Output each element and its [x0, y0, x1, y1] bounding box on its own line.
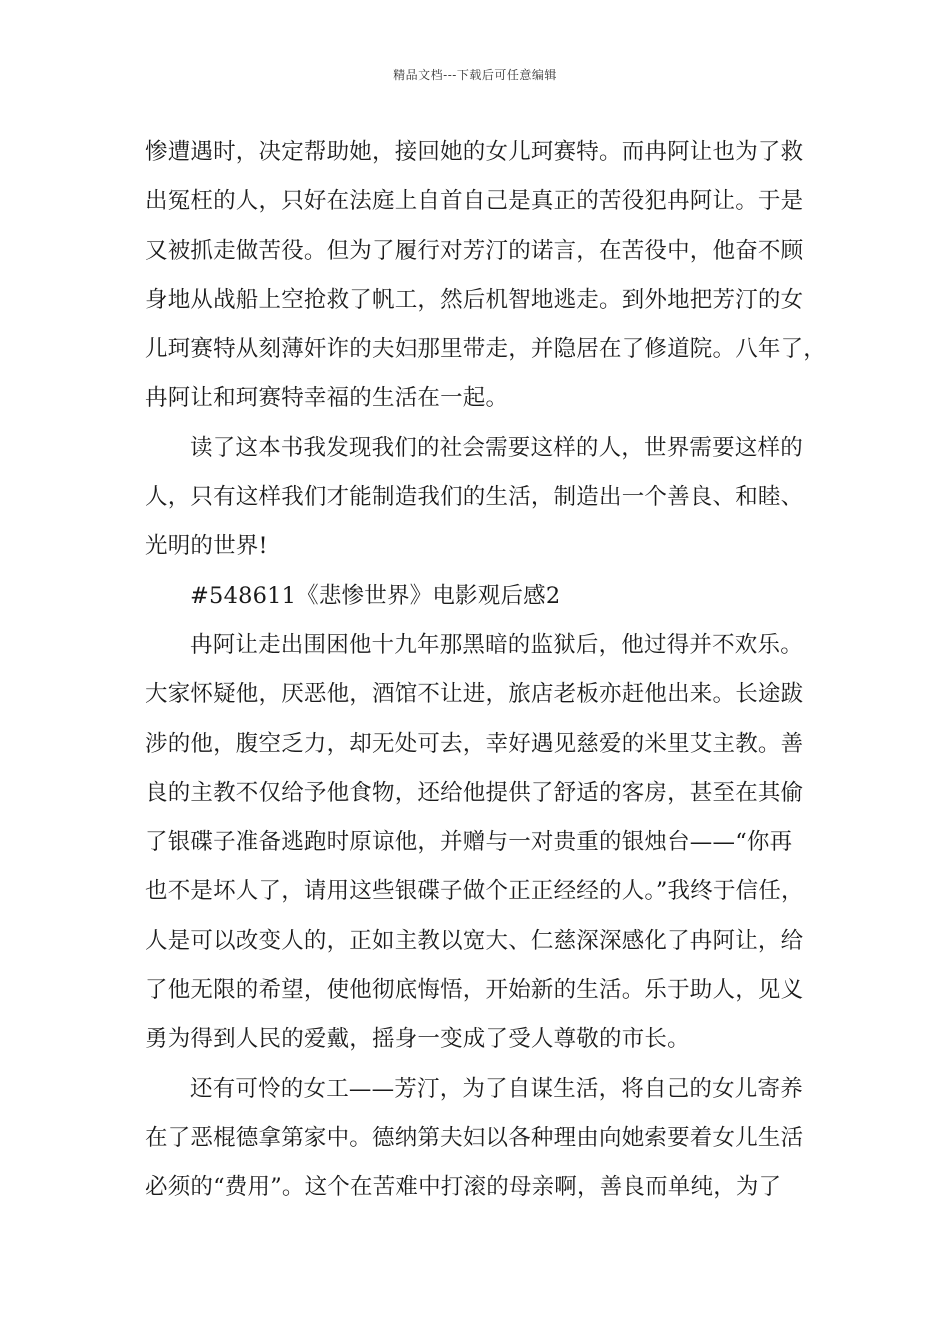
text-line: 人是可以改变人的，正如主教以宽大、仁慈深深感化了冉阿让，给 — [145, 927, 804, 954]
text-line: 了银碟子准备逃跑时原谅他，并赠与一对贵重的银烛台——“你再 — [145, 829, 793, 856]
text-line: 又被抓走做苦役。但为了履行对芳汀的诺言，在苦役中，他奋不顾 — [145, 237, 804, 264]
text-line: 大家怀疑他，厌恶他，酒馆不让进，旅店老板亦赶他出来。长途跋 — [145, 681, 804, 708]
text-line: 涉的他，腹空乏力，却无处可去，幸好遇见慈爱的米里艾主教。善 — [145, 730, 804, 757]
text-line: 也不是坏人了，请用这些银碟子做个正正经经的人。”我终于信任， — [145, 878, 804, 905]
text-line: 冉阿让和珂赛特幸福的生活在一起。 — [145, 385, 509, 412]
paragraph-start-line: 冉阿让走出围困他十九年那黑暗的监狱后，他过得并不欢乐。 — [190, 631, 803, 658]
paragraph-start-line: 还有可怜的女工——芳汀，为了自谋生活，将自己的女儿寄养 — [190, 1075, 803, 1102]
text-line: 人，只有这样我们才能制造我们的生活，制造出一个善良、和睦、 — [145, 484, 804, 511]
page-header: 精品文档---下载后可任意编辑 — [393, 68, 557, 82]
section-title: #548611《悲惨世界》电影观后感2 — [190, 582, 561, 609]
text-line: 身地从战船上空抢救了帆工，然后机智地逃走。到外地把芳汀的女 — [145, 286, 804, 313]
paragraph-start-line: 读了这本书我发现我们的社会需要这样的人，世界需要这样的 — [190, 434, 803, 461]
text-line: 必须的“费用”。这个在苦难中打滚的母亲啊，善良而单纯，为了 — [145, 1174, 782, 1201]
text-line: 在了恶棍德拿第家中。德纳第夫妇以各种理由向她索要着女儿生活 — [145, 1124, 804, 1151]
text-line: 儿珂赛特从刻薄奸诈的夫妇那里带走，并隐居在了修道院。八年了， — [145, 336, 827, 363]
document-body — [145, 128, 825, 1213]
text-line: 光明的世界! — [145, 533, 268, 560]
text-line: 惨遭遇时，决定帮助她，接回她的女儿珂赛特。而冉阿让也为了救 — [145, 139, 804, 165]
text-line: 出冤枉的人，只好在法庭上自首自己是真正的苦役犯冉阿让。于是 — [145, 188, 804, 215]
text-line: 了他无限的希望，使他彻底悔悟，开始新的生活。乐于助人，见义 — [145, 977, 804, 1004]
text-line: 勇为得到人民的爱戴，摇身一变成了受人尊敬的市长。 — [145, 1026, 690, 1053]
text-line: 良的主教不仅给予他食物，还给他提供了舒适的客房，甚至在其偷 — [145, 779, 804, 806]
